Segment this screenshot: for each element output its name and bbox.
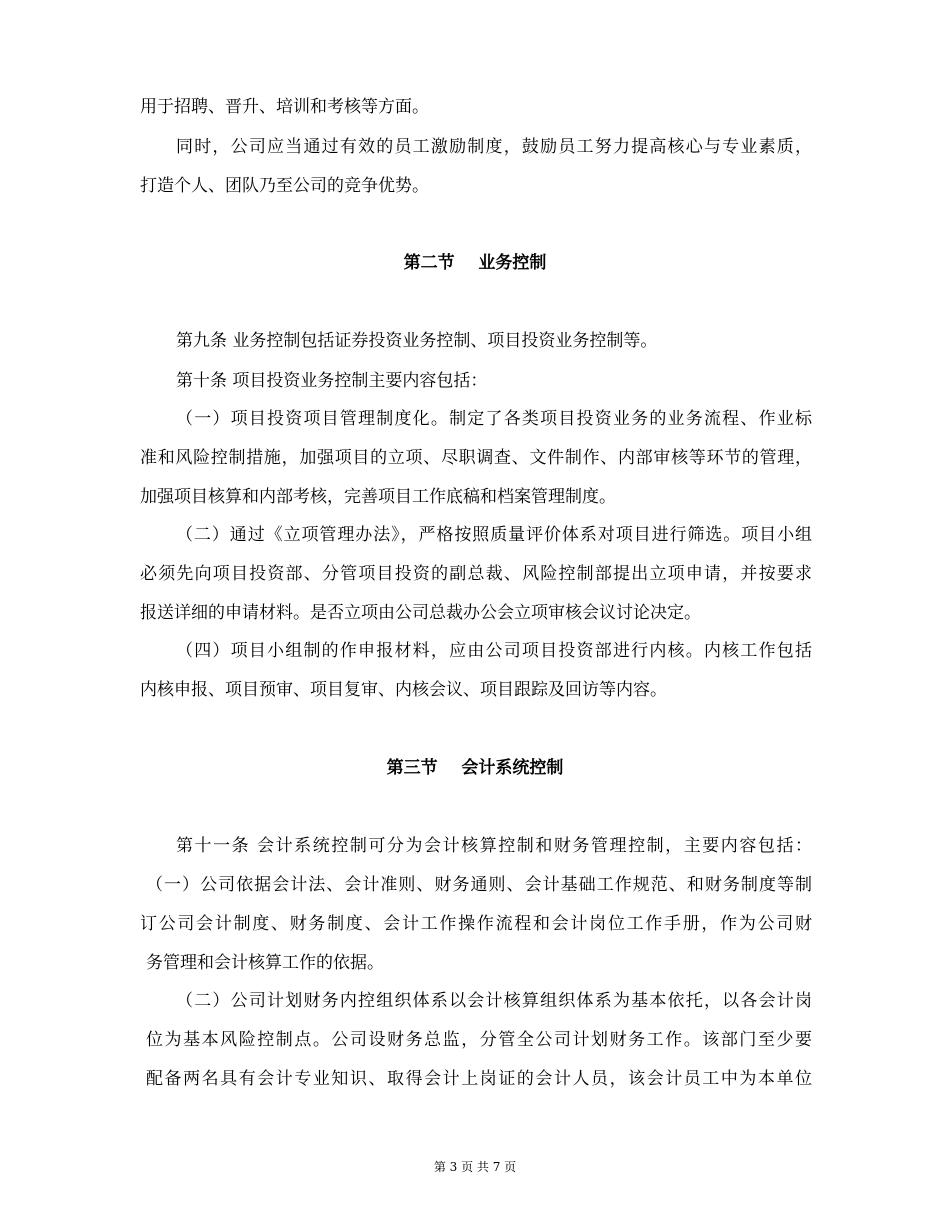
list-item-line: 必须先向项目投资部、分管项目投资的副总裁、风险控制部提出立项申请，并按要求	[140, 564, 812, 584]
paragraph-line: 用于招聘、晋升、培训和考核等方面。	[140, 97, 429, 117]
list-item-line: （四）项目小组制的作申报材料，应由公司项目投资部进行内核。内核工作包括	[176, 641, 812, 661]
article-line: 第十一条 会计系统控制可分为会计核算控制和财务管理控制，主要内容包括：	[176, 836, 812, 856]
section-heading: 第三节 会计系统控制	[386, 758, 564, 778]
list-item-line: 务管理和会计核算工作的依据。	[146, 953, 384, 973]
list-item-line: 加强项目核算和内部考核，完善项目工作底稿和档案管理制度。	[140, 487, 616, 507]
list-item-line: （一）公司依据会计法、会计准则、财务通则、会计基础工作规范、和财务制度等制	[146, 875, 812, 895]
list-item-line: （一）项目投资项目管理制度化。制定了各类项目投资业务的业务流程、作业标	[176, 409, 812, 429]
list-item-line: （二）公司计划财务内控组织体系以会计核算组织体系为基本依托，以各会计岗	[176, 991, 812, 1011]
list-item-line: 报送详细的申请材料。是否立项由公司总裁办公会立项审核会议讨论决定。	[140, 603, 701, 623]
article-line: 第十条 项目投资业务控制主要内容包括：	[176, 371, 488, 391]
list-item-line: 订公司会计制度、财务制度、会计工作操作流程和会计岗位工作手册，作为公司财	[140, 914, 812, 934]
list-item-line: 位为基本风险控制点。公司设财务总监，分管全公司计划财务工作。该部门至少要	[146, 1030, 812, 1050]
list-item-line: 配备两名具有会计专业知识、取得会计上岗证的会计人员，该会计员工中为本单位	[146, 1069, 812, 1089]
paragraph-line: 同时，公司应当通过有效的员工激励制度，鼓励员工努力提高核心与专业素质，	[176, 137, 812, 157]
page-number-footer: 第 3 页 共 7 页	[433, 1160, 517, 1174]
list-item-line: 内核申报、项目预审、项目复审、内核会议、项目跟踪及回访等内容。	[140, 680, 667, 700]
paragraph-line: 打造个人、团队乃至公司的竞争优势。	[140, 176, 429, 196]
article-line: 第九条 业务控制包括证券投资业务控制、项目投资业务控制等。	[176, 331, 658, 351]
section-heading: 第二节 业务控制	[403, 253, 547, 273]
list-item-line: 准和风险控制措施，加强项目的立项、尽职调查、文件制作、内部审核等环节的管理，	[140, 448, 812, 468]
list-item-line: （二）通过《立项管理办法》，严格按照质量评价体系对项目进行筛选。项目小组	[176, 525, 812, 545]
